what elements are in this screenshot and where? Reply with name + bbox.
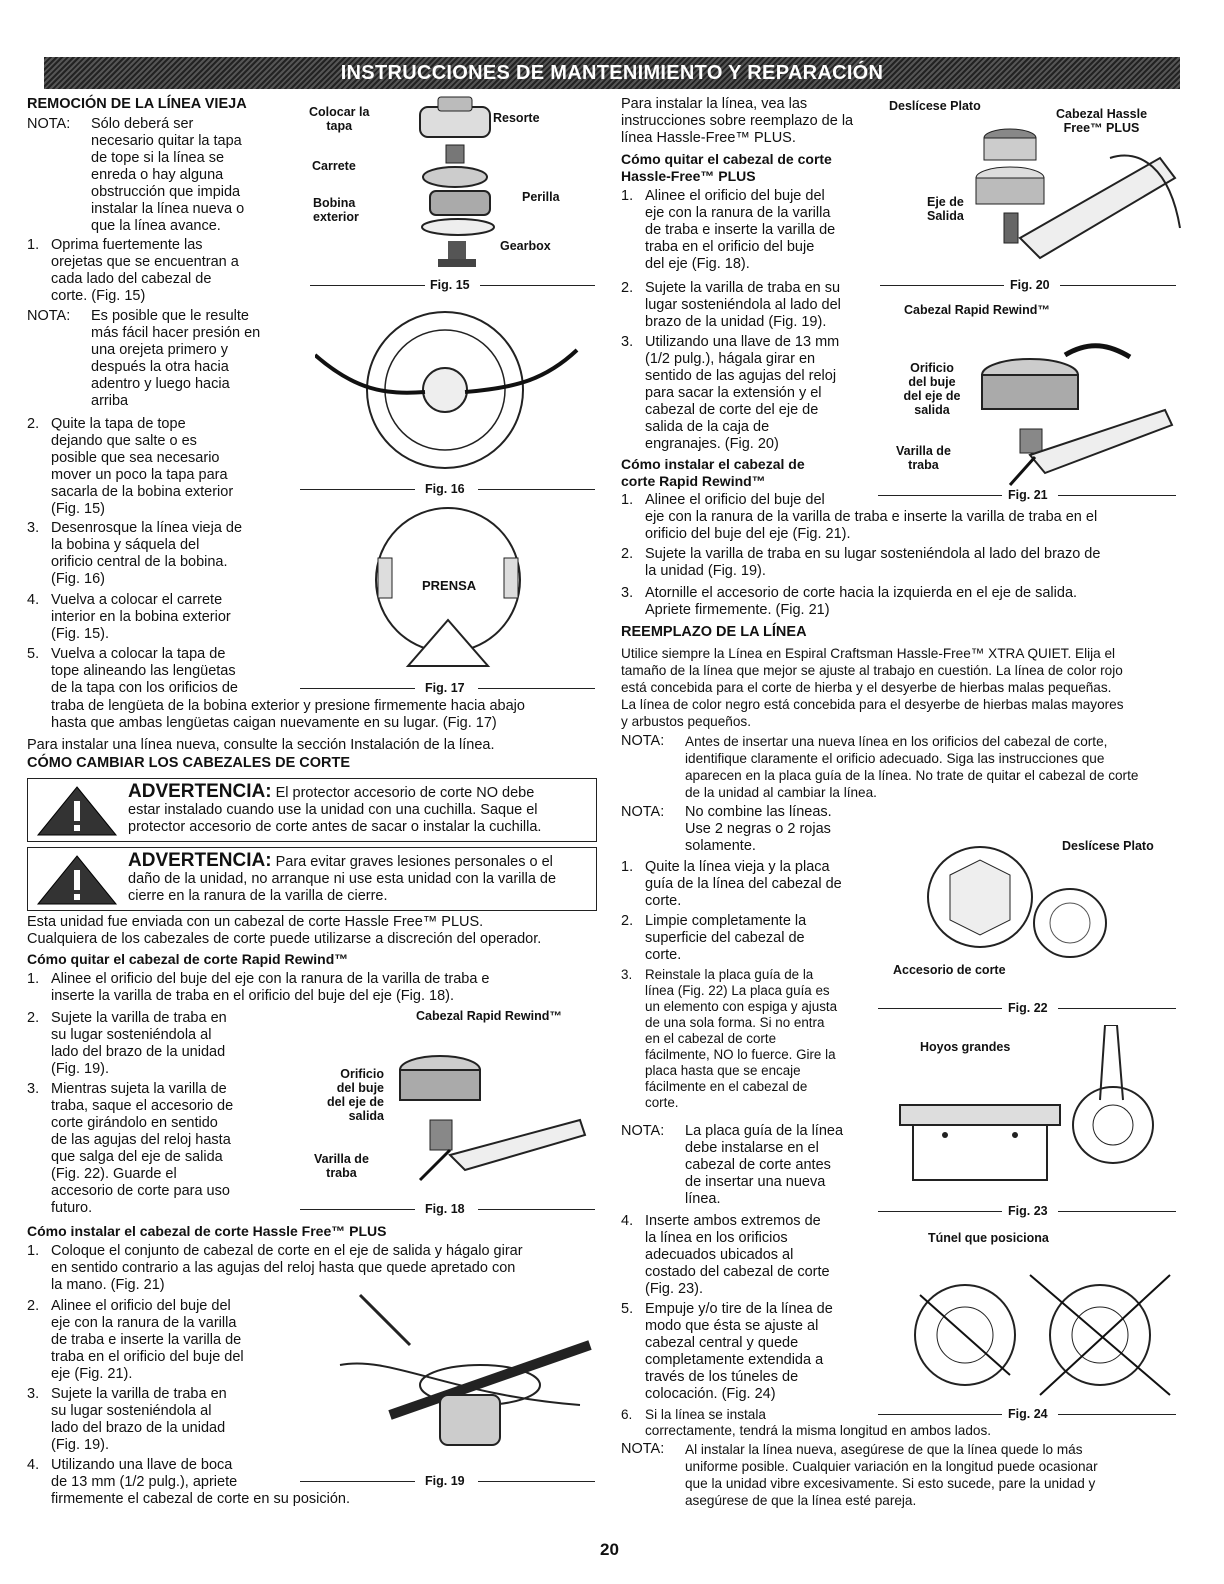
fig18-label-varilla: Varilla de traba bbox=[314, 1152, 369, 1180]
fig23-caption: Fig. 23 bbox=[1008, 1204, 1048, 1218]
heading-install-hassle-free: Cómo instalar el cabezal de corte Hassle Free™ PLUS bbox=[27, 1223, 387, 1239]
replace-step-6-continued: correctamente, tendrá la misma longitud en ambos lados. bbox=[645, 1423, 992, 1438]
fig19-tightening-illustration bbox=[330, 1285, 600, 1465]
heading-change-heads: CÓMO CAMBIAR LOS CABEZALES DE CORTE bbox=[27, 755, 351, 771]
hf-step-3: 3. Sujete la varilla de traba en su lugar sosteniéndola al lado del brazo de la unidad (Fig. 19). bbox=[27, 1386, 227, 1453]
rr-install-step-3: 3. Atornille el accesorio de corte hacia la izquierda en el eje de salida. Apriete firmemente. (Fig. 21) bbox=[621, 585, 1078, 618]
replace-step-4: 4. Inserte ambos extremos de la línea en los orificios adecuados ubicados al costado del cabezal de corte (Fig. 23). bbox=[621, 1213, 830, 1297]
replace-step-3: 3. Reinstale la placa guía de la línea (Fig. 22) La placa guía es un elemento con espiga y ajusta de una sola forma. Si no entra en el cabezal de corte fácilmente, NO lo fuerce. Gire la placa hasta que se encaje fácilmente en el cabezal de corte. bbox=[621, 967, 838, 1110]
heading-line-replacement: REEMPLAZO DE LA LÍNEA bbox=[621, 624, 807, 640]
fig22-label-plato: Deslícese Plato bbox=[1062, 839, 1154, 853]
hf-step-4-continued: firmemente el cabezal de corte en su posición. bbox=[51, 1491, 351, 1507]
warning-title-2: ADVERTENCIA: bbox=[128, 850, 272, 871]
fig22-guide-plate-illustration bbox=[920, 835, 1110, 965]
heading-remove-old-line: REMOCIÓN DE LA LÍNEA VIEJA bbox=[27, 96, 247, 112]
fig15-label-bobina: Bobina exterior bbox=[313, 196, 359, 224]
page-number: 20 bbox=[600, 1540, 619, 1559]
fig15-label-resorte: Resorte bbox=[493, 111, 540, 125]
fig15-label-tapa: Colocar la tapa bbox=[309, 105, 370, 133]
fig21-label-orificio: Orificio del buje del eje de salida bbox=[903, 361, 961, 417]
fig17-label-prensa: PRENSA bbox=[422, 578, 477, 593]
step-1: 1. Oprima fuertemente las orejetas que se encuentran a cada lado del cabezal de corte. (Fig. 15) bbox=[27, 237, 239, 304]
rr-step-2: 2. Sujete la varilla de traba en su lugar sosteniéndola al lado del brazo de la unidad (Fig. 19). bbox=[27, 1010, 227, 1077]
fig21-label-cabezal: Cabezal Rapid Rewind™ bbox=[904, 303, 1050, 317]
hf-remove-step-2: 2. Sujete la varilla de traba en su lugar sosteniéndola al lado del brazo de la unidad (Fig. 19). bbox=[621, 280, 841, 330]
fig15-label-perilla: Perilla bbox=[522, 190, 560, 204]
install-note: Para instalar una línea nueva, consulte la sección Instalación de la línea. bbox=[27, 737, 495, 753]
step-2: 2. Quite la tapa de tope dejando que salte o es posible que sea necesario mover un poco la tapa para sacarla de la bobina exterior (Fig. 15) bbox=[27, 416, 234, 517]
hf-remove-step-1: 1. Alinee el orificio del buje del eje con la ranura de la varilla de traba e inserte la varilla de traba en el orificio del buje del eje (Fig. 18). bbox=[621, 188, 836, 272]
rr-step-1: 1. Alinee el orificio del buje del eje con la ranura de la varilla de traba e inserte la varilla de traba en el orificio del buje del eje (Fig. 18). bbox=[27, 971, 490, 1004]
warning-triangle-icon bbox=[32, 783, 122, 839]
fig24-tunnels-illustration bbox=[900, 1255, 1180, 1405]
fig16-spool-illustration bbox=[315, 300, 585, 480]
fig22-caption: Fig. 22 bbox=[1008, 1001, 1048, 1015]
fig20-label-cabezal: Cabezal Hassle Free™ PLUS bbox=[1056, 107, 1148, 135]
fig18-label-orificio: Orificio del buje del eje de salida bbox=[327, 1067, 384, 1123]
replace-note-3: NOTA: La placa guía de la línea debe instalarse en el cabezal de corte antes de insertar una nueva línea. bbox=[621, 1123, 844, 1207]
fig20-label-plato: Deslícese Plato bbox=[889, 99, 981, 113]
note-1: NOTA: Sólo deberá ser necesario quitar la tapa de tope si la línea se enreda o hay alguna obstrucción que impida instalar la línea nueva o que la línea avance. bbox=[27, 116, 245, 234]
rr-step-3: 3. Mientras sujeta la varilla de traba, saque el accesorio de corte girándolo en sentido de las agujas del reloj hasta que salga del eje de salida (Fig. 22). Guarde el accesorio de corte para uso futuro. bbox=[27, 1081, 234, 1216]
hf-step-2: 2. Alinee el orificio del buje del eje con la ranura de la varilla de traba e inserte la varilla de traba en el orificio del buje del eje (Fig. 21). bbox=[27, 1298, 244, 1382]
replace-note-2: NOTA: No combine las líneas. Use 2 negras o 2 rojas solamente. bbox=[621, 804, 832, 854]
fig21-label-varilla: Varilla de traba bbox=[896, 444, 951, 472]
shipped-note: Esta unidad fue enviada con un cabezal de corte Hassle Free™ PLUS. Cualquiera de los cabezales de corte puede utilizarse a discreción del operador. bbox=[27, 914, 542, 947]
fig21-rapid-rewind-illustration bbox=[960, 325, 1180, 490]
fig16-caption: Fig. 16 bbox=[425, 482, 465, 496]
replace-step-5: 5. Empuje y/o tire de la línea de modo que ésta se ajuste al cabezal central y quede completamente extendida a través de los túneles de colocación. (Fig. 24) bbox=[621, 1301, 833, 1402]
heading-remove-rapid-rewind: Cómo quitar el cabezal de corte Rapid Rewind™ bbox=[27, 951, 349, 967]
fig15-caption: Fig. 15 bbox=[430, 278, 470, 292]
replace-step-1: 1. Quite la línea vieja y la placa guía de la línea del cabezal de corte. bbox=[621, 859, 842, 909]
fig15-label-gearbox: Gearbox bbox=[500, 239, 551, 253]
step-5: 5. Vuelva a colocar la tapa de tope alineando las lengüetas de la tapa con los orificios de bbox=[27, 646, 238, 696]
fig19-caption: Fig. 19 bbox=[425, 1474, 465, 1488]
rr-install-step-1: 1. Alinee el orificio del buje del eje con la ranura de la varilla de traba e inserte la varilla de traba en el orificio del buje del eje (Fig. 21). bbox=[621, 492, 1098, 542]
warning-title-1: ADVERTENCIA: bbox=[128, 781, 272, 802]
fig20-caption: Fig. 20 bbox=[1010, 278, 1050, 292]
fig18-rapid-rewind-illustration bbox=[380, 1030, 590, 1200]
note-1-text: Sólo deberá ser necesario quitar la tapa de tope si la línea se enreda o hay alguna obstrucción que impida instalar la línea nueva o que la línea avance. bbox=[91, 116, 245, 234]
line-replacement-text: Utilice siempre la Línea en Espiral Craftsman Hassle-Free™ XTRA QUIET. Elija el tamaño de la línea que mejor se ajuste al trabajo en cuestión. La línea de color rojo está concebida para el corte de hierba y el desyerbe de hierbas malas pequeñas. La línea de color negro está concebida para el desyerbe de hierbas malas mayores y arbustos pequeños. bbox=[621, 646, 1124, 729]
fig15-label-carrete: Carrete bbox=[312, 159, 356, 173]
fig17-caption: Fig. 17 bbox=[425, 681, 465, 695]
fig18-caption: Fig. 18 bbox=[425, 1202, 465, 1216]
heading-install-rapid-rewind: Cómo instalar el cabezal de corte Rapid Rewind™ bbox=[621, 456, 805, 489]
step-5-continued: traba de lengüeta de la bobina exterior y presione firmemente hacia abajo hasta que ambas lengüetas caigan nuevamente en su lugar. (Fig. 17) bbox=[51, 698, 525, 731]
fig21-caption: Fig. 21 bbox=[1008, 488, 1048, 502]
warning-box-1: ADVERTENCIA: El protector accesorio de corte NO debe estar instalado cuando use la unidad con una cuchilla. Saque el protector accesorio de corte antes de sacar o instalar la cuchilla. bbox=[27, 778, 597, 842]
hf-remove-step-3: 3. Utilizando una llave de 13 mm (1/2 pulg.), hágala girar en sentido de las agujas del reloj para sacar la extensión y el cabezal de corte del eje de salida de la caja de engranajes. (Fig. 20) bbox=[621, 334, 840, 452]
replace-step-2: 2. Limpie completamente la superficie del cabezal de corte. bbox=[621, 913, 807, 963]
fig18-label-cabezal: Cabezal Rapid Rewind™ bbox=[416, 1009, 562, 1023]
replace-note-1: NOTA: Antes de insertar una nueva línea en los orificios del cabezal de corte, identifique claramente el orificio adecuado. Siga las instrucciones que aparecen en la placa guía de la línea. No trate de quitar el cabezal de corte de la unidad al cambiar la línea. bbox=[621, 733, 1139, 800]
hf-step-1: 1. Coloque el conjunto de cabezal de corte en el eje de salida y hágalo girar en sentido contrario a las agujas del reloj hasta que quede apretado con la mano. (Fig. 21) bbox=[27, 1243, 523, 1293]
fig20-hassle-free-illustration bbox=[960, 118, 1190, 278]
install-intro: Para instalar la línea, vea las instrucciones sobre reemplazo de la línea Hassle-Free™ PLUS. bbox=[621, 96, 854, 146]
heading-remove-hassle-free: Cómo quitar el cabezal de corte Hassle-Free™ PLUS bbox=[621, 151, 832, 184]
fig24-caption: Fig. 24 bbox=[1008, 1407, 1048, 1421]
hf-step-4: 4. Utilizando una llave de boca de 13 mm (1/2 pulg.), apriete bbox=[27, 1457, 238, 1490]
warning-triangle-icon bbox=[32, 852, 122, 908]
warning-box-2: ADVERTENCIA: Para evitar graves lesiones personales o el daño de la unidad, no arranque ni use esta unidad con la varilla de cierre en la ranura de la varilla de cierre. bbox=[27, 847, 597, 911]
replace-step-6: 6. Si la línea se instala bbox=[621, 1407, 766, 1422]
section-banner: INSTRUCCIONES DE MANTENIMIENTO Y REPARACIÓN bbox=[44, 57, 1180, 89]
fig24-label-tunel: Túnel que posiciona bbox=[928, 1231, 1049, 1245]
fig22-label-accesorio: Accesorio de corte bbox=[893, 963, 1006, 977]
fig20-label-eje: Eje de Salida bbox=[927, 195, 964, 223]
step-4: 4. Vuelva a colocar el carrete interior en la bobina exterior (Fig. 15). bbox=[27, 592, 231, 642]
step-3: 3. Desenrosque la línea vieja de la bobina y sáquela del orificio central de la bobina. (Fig. 16) bbox=[27, 520, 243, 587]
replace-note-4: NOTA: Al instalar la línea nueva, asegúrese de que la línea quede lo más uniforme posible. Cualquier variación en la longitud puede ocasionar que la unidad vibre excesivamente. Si esto sucede, pare la unidad y asegúrese de que la línea esté pareja. bbox=[621, 1441, 1098, 1508]
fig23-label-hoyos: Hoyos grandes bbox=[920, 1040, 1011, 1054]
note-2: NOTA: Es posible que le resulte más fácil hacer presión en una orejeta primero y después la otra hacia adentro y luego hacia arriba bbox=[27, 308, 261, 409]
rr-install-step-2: 2. Sujete la varilla de traba en su lugar sosteniéndola al lado del brazo de la unidad (Fig. 19). bbox=[621, 546, 1101, 579]
